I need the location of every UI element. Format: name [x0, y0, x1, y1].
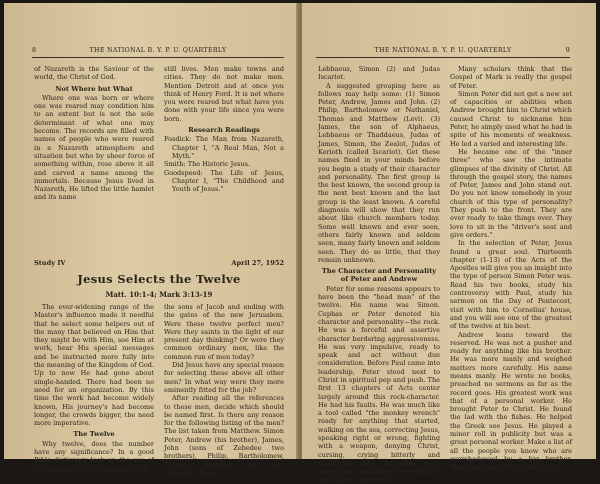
right-page — [302, 3, 596, 484]
study-date: April 27, 1952 — [231, 259, 284, 267]
paragraph: of Nazareth is the Saviour of the world, the Christ of God. — [34, 65, 154, 82]
left-page — [4, 3, 298, 477]
paragraph: Why twelve, does the number have any significance? In a good Bible dictionary look up the use of the number twelve beginning with — [34, 439, 154, 473]
study-heading — [34, 259, 284, 269]
paragraph: In the selection of Peter, Jesus found a great soul. Thirteenth chapter (1-13) of the Acts of the Apostles will give you an insight into the type of person Simon Peter was. Read his two books, study his controversy with Paul, study his sermon on the Day of Pentecost, visit with him to Cornelius' house, and you will see one of the greatest of the twelve at his best. — [450, 239, 572, 331]
paragraph: Where one was born or where one was reared may condition him to an extent but is not the sole determinant of what one may become. The records are filled with names of people who were reared in a Nazareth atmosphere and situation but who by sheer force of something within, rose above it all and carved a name among the immortals. Because Jesus lived in Nazareth, He lifted the little hamlet and its name — [34, 93, 154, 202]
left-col2-bottom — [164, 303, 284, 477]
section-heading: The Twelve — [73, 430, 115, 439]
left-col2-top — [164, 65, 284, 193]
left-running-header — [32, 47, 284, 58]
paragraph: Smith: The Historic Jesus. — [164, 160, 251, 169]
paragraph: Simon Peter did not get a new set of capacities or abilities when Andrew brought him to Christ which caused Christ to nickname him Peter, he simply used what he had in spite of his moments of weakness. He led a varied and interesting life. — [450, 89, 572, 148]
section-heading: The Character and Personality of Peter and Andrew — [321, 267, 437, 284]
left-page-number: 8 — [32, 47, 37, 54]
right-page-number: 9 — [565, 47, 570, 54]
right-col2 — [450, 65, 572, 472]
paragraph: Many scholars think that the Gospel of Mark is really the gospel of Peter. — [450, 65, 572, 90]
paragraph: the sons of Jacob and ending with the gates of the new Jerusalem. Were these twelve perfect men? Were they saints in the light of our present day thinking? Or were they common ordinary men, like the common run of men today? — [164, 303, 284, 361]
left-col1-bottom — [34, 303, 154, 473]
right-col1 — [318, 65, 440, 484]
paragraph: Fosdick: The Man from Nazareth, Chapter I, "A Real Man, Not a Myth." — [164, 135, 284, 160]
section-heading: Not Where but What — [55, 84, 133, 93]
paragraph: He became one of the "inner three" who saw the intimate glimpses of the divinity of Christ. All through the gospel story, the names of Peter, James and John stand out. Do you not know somebody in your church of this type of personality? They push to the front. They are ever ready to take things over. They love to sit in the "driver's seat and give orders." — [450, 147, 572, 239]
section-heading: Research Readings — [188, 126, 260, 135]
paragraph: Lebbaeus, Simon (2) and Judas Iscariot. — [318, 65, 440, 82]
right-running-header — [316, 47, 570, 58]
paragraph: Andrew leans toward the reserved. He was not a pusher and ready for anything like his brother. He was more manly and weighed matters more carefully. His name means manly. He wrote no books, preached no sermons as far as the record goes. His greatest work was that of a personal worker. He brought Peter to Christ. He found the lad with the fishes. He helped the Greek see Jesus. He played a minor roll in publicity but was a great personal worker. Make a list of all the people you know who are overshadowed by a big brother. There are many little Andrews in — [450, 330, 572, 472]
lesson-scripture-ref: Matt. 10:1-4; Mark 3:13-19 — [105, 290, 213, 299]
paragraph: After reading all the references to these men, decide which should be named first. Is there any reason for the following listing of the men? The list taken from Matthew. Simon Peter, Andrew (his brother), James, John (sons of Zebedee two brothers), Philip, Bartholomew, Thomas, Matthew (the tax collector), James, — [164, 394, 284, 477]
left-col1-top — [34, 65, 154, 202]
left-running-head: THE NATIONAL B. Y. P. U. QUARTERLY — [89, 47, 227, 54]
lesson-title: Jesus Selects the Twelve — [77, 272, 241, 286]
paragraph: The ever-widening range of the Master's influence made it needful that he select some helpers out of the many that believed on Him that they might be with Him, see Him at work, hear His special messages and be instructed more fully into the meaning of the Kingdom of God. Up to now He had gone about single-handed. There had been no need for an organization. By this time the work had become widely known, His journey's had become longer, the crowds bigger, the need more imperative. — [34, 303, 154, 428]
paragraph: Peter for some reasons appears to have been the "head man" of the twelve. His name was Simon. Cephas or Peter denoted his character and personality—the rock. He was a forceful and assertive character bordering aggressiveness. He was very impulsive, ready to speak and act without due consideration. Before Paul came into leadership, Peter stood next to Christ in spiritual pep and push. The first 13 chapters of Acts center largely around this rock-character. He had his faults. He was much like a tool called "the monkey wrench" ready for anything that started, walking on the sea, correcting Jesus, speaking right or wrong, fighting with a weapon, denying Christ, cursing, crying bitterly and preaching until thousands were saved. Once he believed anything, it was hard to move him. — [318, 284, 440, 484]
paragraph: Did Jesus have any special reason for selecting these above all other men? In what way were they more eminently fitted for the job? — [164, 361, 284, 394]
paragraph: Goodspeed: The Life of Jesus, Chapter I, "The Childhood and Youth of Jesus." — [164, 168, 284, 194]
book-spread — [4, 3, 596, 484]
paragraph: A suggested grouping here as follows may help some: (1) Simon Peter, Andrew, James and John. (2) Philip, Bartholomew or Nathaniel, Thomas and Matthew (Levi). (3) James, the son of Alphaeus, Lebbaeus or Thaddaeus, Judas of James, Simon, the Zealot, Judas of Kerioth (called Iscariot). Get these names fixed in your minds before you begin a study of their character and personality. The first group is the best known, the second group is the next best known and the last group is the least known. A careful diagnosis will show that they run about like church members today. Some well known and ever seen, others fairly known and seldom seen, many fairly known and seldom seen. They do so little, that they remain unknown. — [318, 81, 440, 264]
study-label: Study IV — [34, 259, 66, 267]
paragraph: still lives. Men make towns and cities. They do not make men. Mention Detroit and at once you think of Henry Ford. It is not where you were reared but what have you done with your life since you were born. — [164, 65, 284, 123]
right-running-head: THE NATIONAL B. Y. P. U. QUARTERLY — [374, 47, 512, 54]
